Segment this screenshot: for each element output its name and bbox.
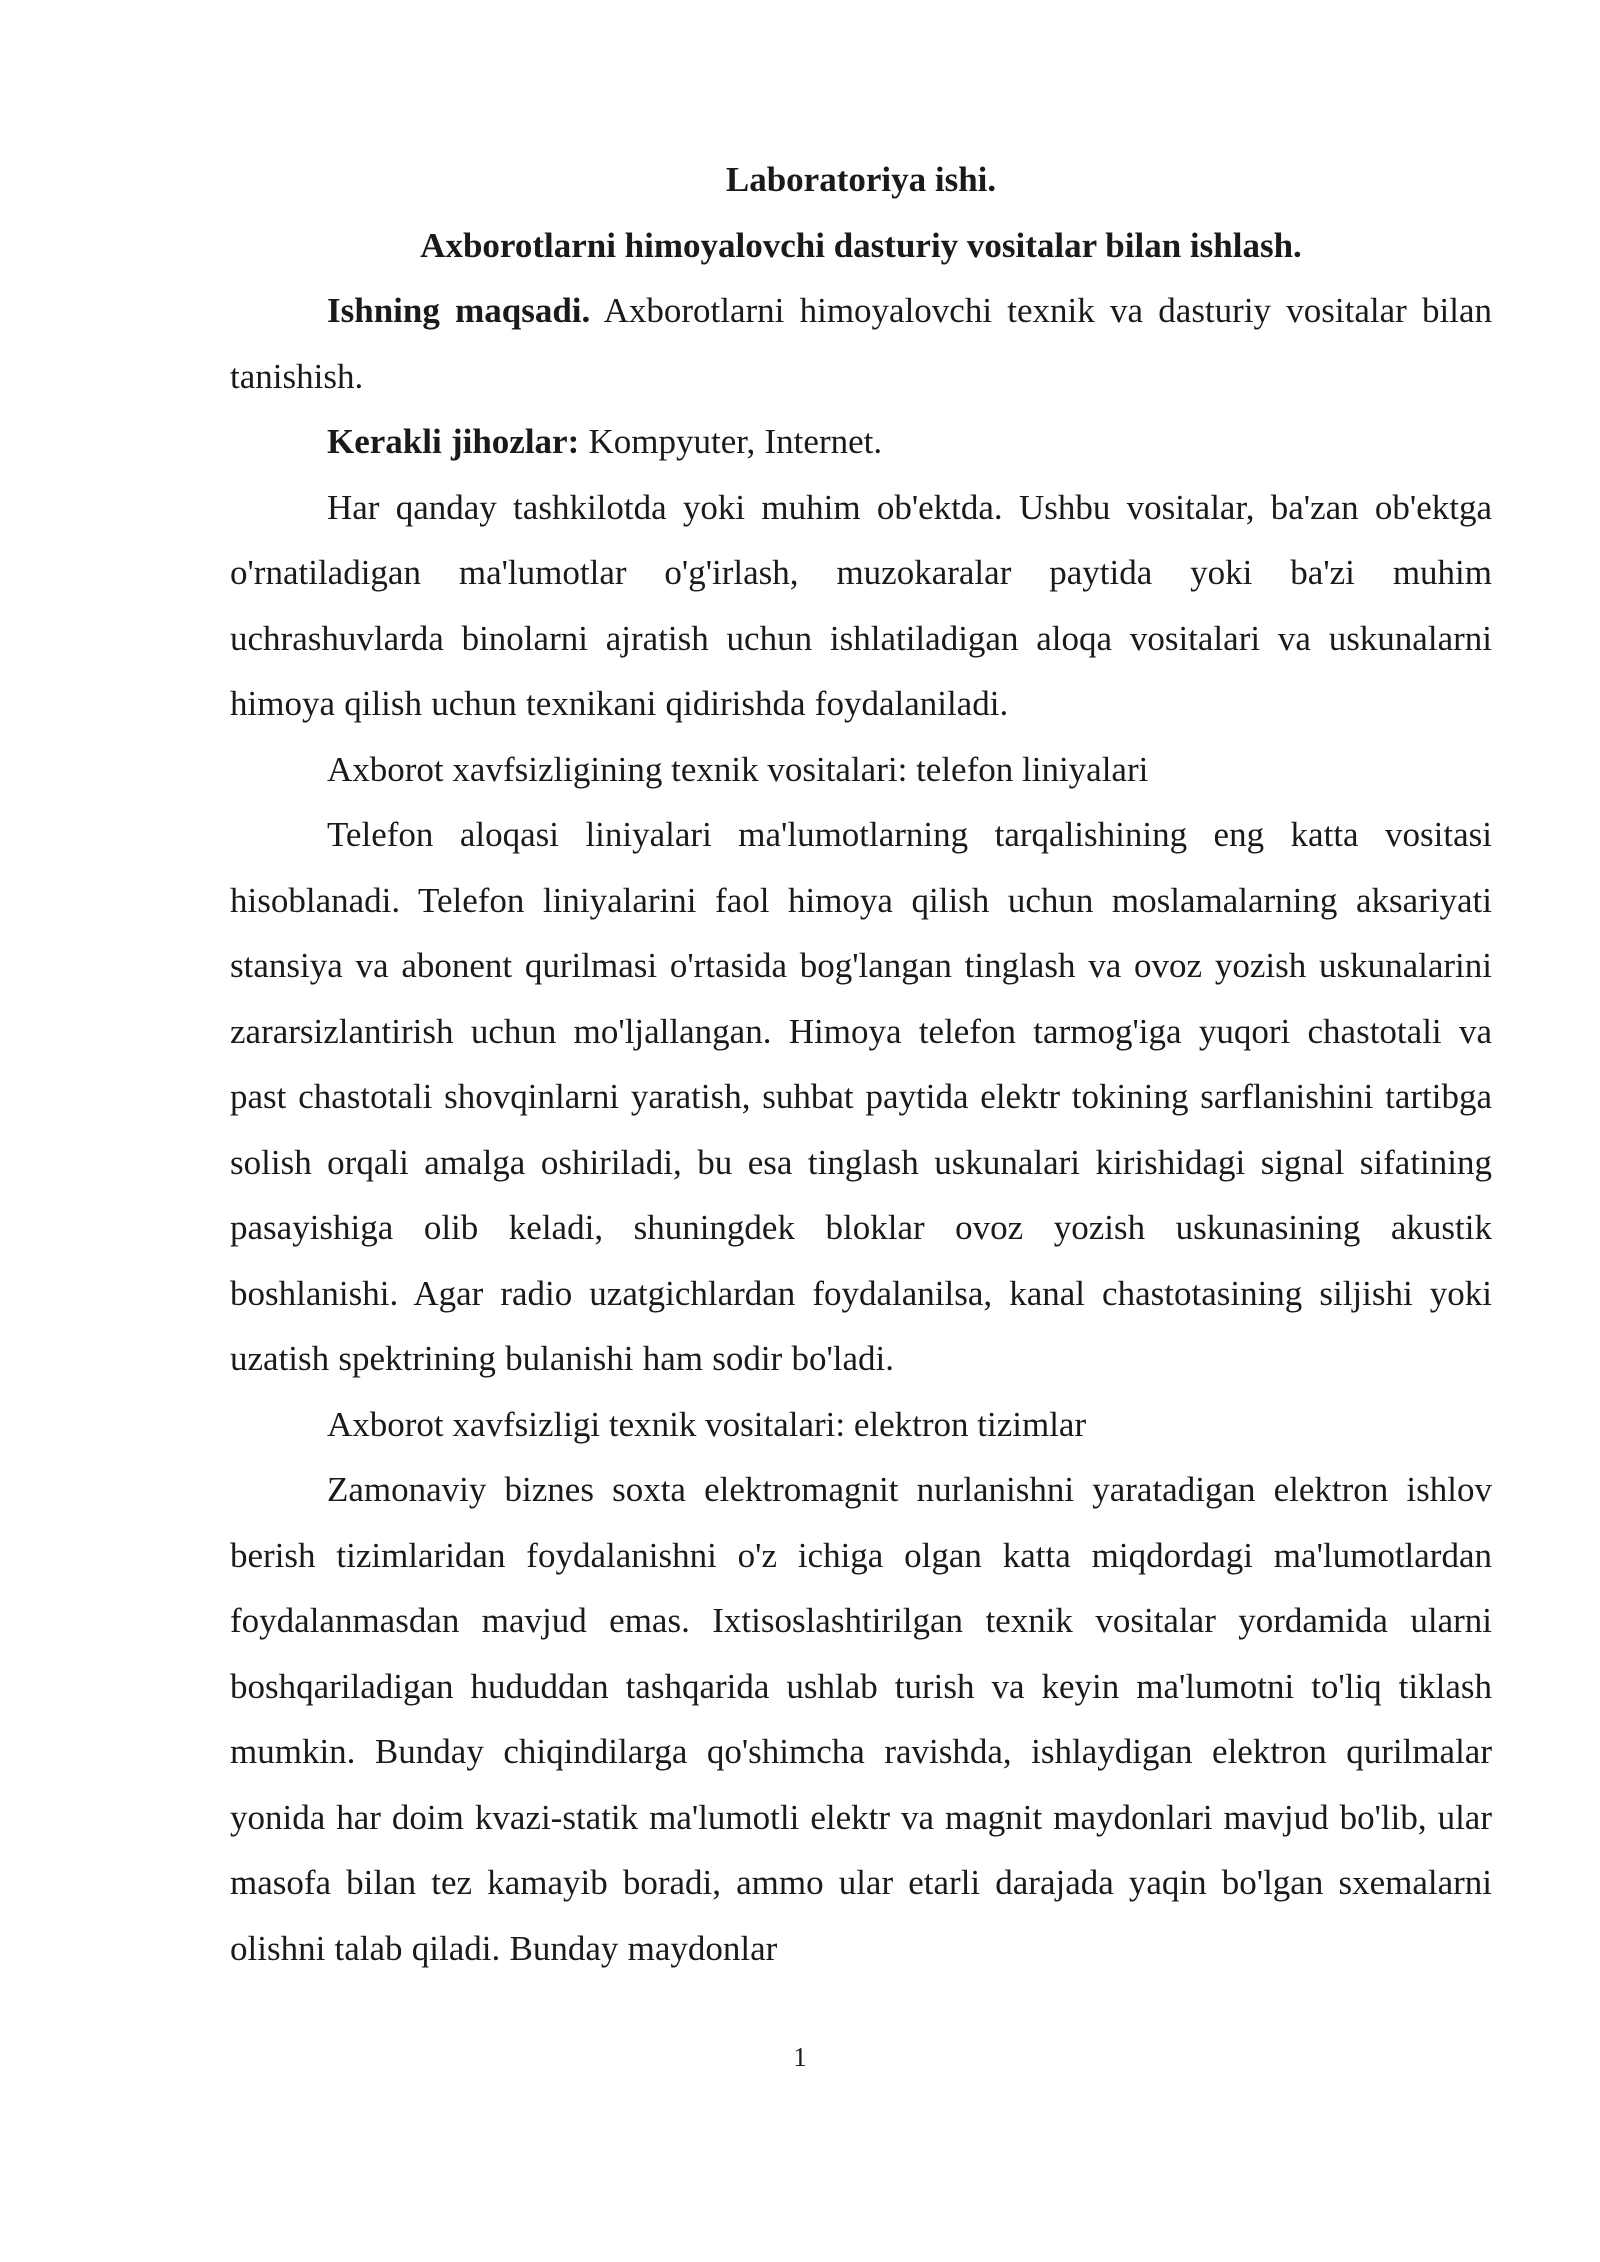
body-paragraph-electronic: Zamonaviy biznes soxta elektromagnit nurlanishni yaratadigan elektron ishlov berish tizimlaridan foydalanishni o'z ichiga olgan katta miqdordagi ma'lumotlardan foydalanmasdan mavjud emas. Ixtisoslashtirilgan texnik vositalar yordamida ularni boshqariladigan hududdan tashqarida ushlab turish va keyin ma'lumotni to'liq tiklash mumkin. Bunday chiqindilarga qo'shimcha ravishda, ishlaydigan elektron qurilmalar yonida har doim kvazi-statik ma'lumotli elektr va magnit maydonlari mavjud bo'lib, ular masofa bilan tez kamayib boradi, ammo ular etarli darajada yaqin bo'lgan sxemalarni olishni talab qiladi. Bunday maydonlar [230,1470,1492,1968]
document-subtitle: Axborotlarni himoyalovchi dasturiy vositalar bilan ishlash. [420,225,1302,265]
page-content [230,147,1492,1981]
section-heading-electronic: Axborot xavfsizligi texnik vositalari: elektron tizimlar [327,1404,1087,1444]
document-title: Laboratoriya ishi. [725,160,997,199]
body-paragraph-intro: Har qanday tashkilotda yoki muhim ob'ektda. Ushbu vositalar, ba'zan ob'ektga o'rnatiladigan ma'lumotlar o'g'irlash, muzokaralar paytida yoki ba'zi muhim uchrashuvlarda binolarni ajratish uchun ishlatiladigan aloqa vositalari va uskunalarni himoya qilish uchun texnikani qidirishda foydalaniladi. [230,487,1492,723]
body-paragraph-telephone: Telefon aloqasi liniyalari ma'lumotlarning tarqalishining eng katta vositasi hisoblanadi. Telefon liniyalarini faol himoya qilish uchun moslamalarning aksariyati stansiya va abonent qurilmasi o'rtasida bog'langan tinglash va ovoz yozish uskunalarini zararsizlantirish uchun mo'ljallangan. Himoya telefon tarmog'iga yuqori chastotali va past chastotali shovqinlarni yaratish, suhbat paytida elektr tokining sarflanishini tartibga solish orqali amalga oshiriladi, bu esa tinglash uskunalari kirishidagi signal sifatining pasayishiga olib keladi, shuningdek bloklar ovoz yozish uskunasining akustik boshlanishi. Agar radio uzatgichlardan foydalanilsa, kanal chastotasining siljishi yoki uzatish spektrining bulanishi ham sodir bo'ladi. [230,815,1492,1378]
equipment-text: Kompyuter, Internet. [579,422,883,461]
equipment-paragraph [230,409,1492,475]
purpose-text: Axborotlarni himoyalovchi texnik va dasturiy vositalar bilan tanishish. [230,291,1492,396]
section-heading-telephone: Axborot xavfsizligining texnik vositalari: telefon liniyalari [327,749,1149,789]
page-number: 1 [793,2042,807,2072]
purpose-paragraph [230,278,1492,409]
equipment-label: Kerakli jihozlar: [327,422,580,461]
purpose-label: Ishning maqsadi. [327,291,591,330]
